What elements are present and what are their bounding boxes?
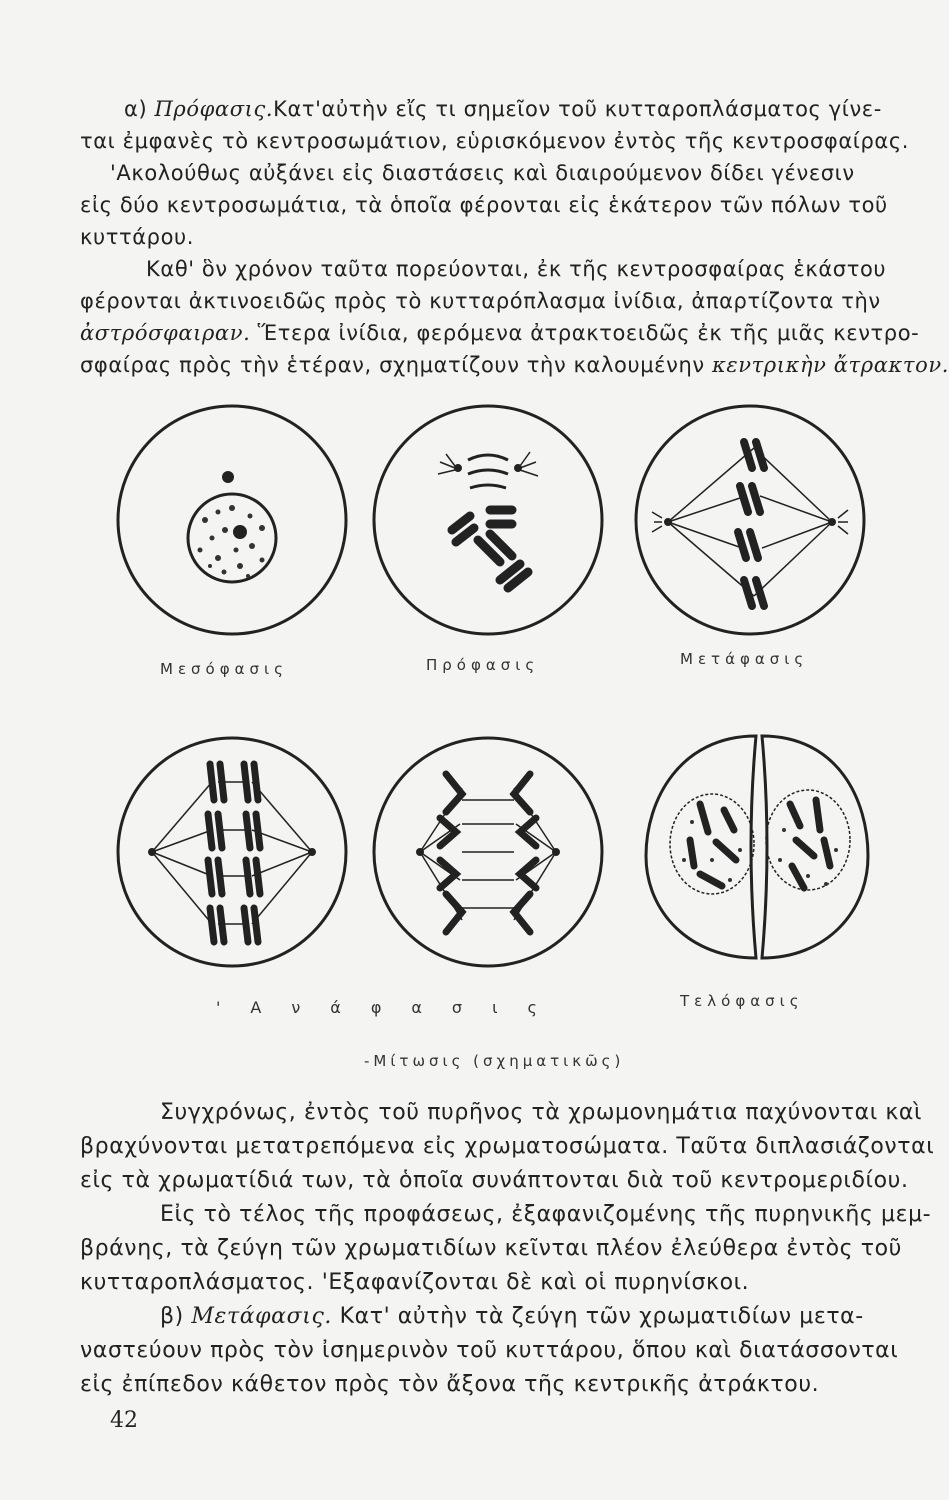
cell-mesofasis	[118, 406, 346, 634]
line-text: εἰς τὰ χρωματίδιά των, τὰ ὁποῖα συνάπτονται διὰ τοῦ κεντρομεριδίου.	[80, 1168, 909, 1193]
line-text: βραχύνονται μετατρεπόμενα εἰς χρωματοσώματα. Ταῦτα διπλασιάζονται	[80, 1134, 935, 1159]
text-line	[80, 1266, 840, 1300]
anaphase-spindle	[149, 764, 316, 942]
line-text: ναστεύουν πρὸς τὸν ἰσημερινὸν τοῦ κυττάρου, ὅπου καὶ διατάσσονται	[80, 1338, 899, 1363]
italic-term: κεντρικὴν ἄτρακτον.	[711, 353, 949, 377]
interphase-nucleus	[188, 471, 276, 582]
text-line	[80, 1130, 935, 1164]
text-line	[80, 93, 882, 125]
text-line	[80, 221, 840, 253]
text-line	[80, 317, 920, 349]
text-line	[80, 157, 855, 189]
line-text: κυτταροπλάσματος. 'Εξαφανίζονται δὲ καὶ οἱ πυρηνίσκοι.	[80, 1270, 750, 1295]
text-line	[80, 1232, 903, 1266]
text-line	[80, 1164, 909, 1198]
text-line	[80, 125, 910, 157]
italic-term: Πρόφασις.	[154, 97, 274, 121]
line-text: 'Ακολούθως αὐξάνει εἰς διαστάσεις καὶ διαιρούμενον δίδει γένεσιν	[110, 161, 855, 185]
text-line	[80, 1368, 840, 1402]
line-text: εἰς δύο κεντροσωμάτια, τὰ ὁποῖα φέρονται εἰς ἑκάτερον τῶν πόλων τοῦ	[80, 193, 888, 217]
text-line	[80, 189, 888, 221]
figure-title: -Μίτωσις (σχηματικῶς)	[364, 1052, 625, 1070]
line-text: σφαίρας πρὸς τὴν ἑτέραν, σχηματίζουν τὴν καλουμένην	[80, 353, 712, 377]
line-text: ται ἐμφανὲς τὸ κεντροσωμάτιον, εὑρισκόμενον ἐντὸς τῆς κεντροσφαίρας.	[80, 129, 910, 153]
line-text: εἰς ἐπίπεδον κάθετον πρὸς τὸν ἄξονα τῆς κεντρικῆς ἀτράκτου.	[80, 1372, 820, 1397]
line-text: Ἕτερα ἰνίδια, φερόμενα ἀτρακτοειδῶς ἐκ τῆς μιᾶς κεντρο-	[250, 321, 920, 345]
italic-term: Μετάφασις.	[191, 1304, 332, 1329]
paragraph-prophase-description	[80, 93, 949, 381]
text-line	[80, 1334, 899, 1368]
line-text: Κατ'αὐτὴν εἴς τι σημεῖον τοῦ κυτταροπλάσματος γίνε-	[273, 97, 882, 121]
line-text: Εἰς τὸ τέλος τῆς προφάσεως, ἐξαφανιζομένης τῆς πυρηνικῆς μεμ-	[160, 1202, 932, 1227]
caption-telofasis: Τελόφασις	[680, 992, 804, 1010]
line-text: φέρονται ἀκτινοειδῶς πρὸς τὸ κυτταρόπλασμα ἰνίδια, ἀπαρτίζοντα τὴν	[80, 289, 881, 313]
caption-metafasis: Μετάφασις	[680, 650, 809, 668]
text-line	[80, 349, 949, 381]
item-label: α)	[124, 97, 155, 121]
telophase-cells	[646, 736, 868, 958]
text-line	[80, 1300, 864, 1334]
line-text: κυττάρου.	[80, 225, 195, 249]
page-number: 42	[110, 1408, 138, 1433]
text-line	[80, 1096, 923, 1130]
line-text: Καθ' ὃν χρόνον ταῦτα πορεύονται, ἐκ τῆς κεντροσφαίρας ἑκάστου	[146, 257, 887, 281]
text-line	[80, 1198, 932, 1232]
line-text: βράνης, τὰ ζεύγη τῶν χρωματιδίων κεῖνται πλέον ἐλεύθερα ἐντὸς τοῦ	[80, 1236, 903, 1261]
line-text: Κατ' αὐτὴν τὰ ζεύγη τῶν χρωματιδίων μετα-	[332, 1304, 864, 1329]
caption-anafasis: 'Ανάφασις	[216, 998, 567, 1017]
prophase-contents	[438, 452, 538, 588]
anaphase-late-contents	[417, 774, 560, 932]
metaphase-spindle	[652, 442, 848, 606]
caption-profasis: Πρόφασις	[426, 656, 540, 674]
caption-mesofasis: Μεσόφασις	[160, 660, 288, 678]
text-line	[80, 253, 887, 285]
text-line	[80, 285, 881, 317]
italic-term: ἀστρόσφαιραν.	[80, 321, 251, 345]
paragraph-chromosome-description	[80, 1096, 935, 1402]
item-label: β)	[160, 1304, 192, 1329]
line-text: Συγχρόνως, ἐντὸς τοῦ πυρῆνος τὰ χρωμονημάτια παχύνονται καὶ	[160, 1100, 923, 1125]
